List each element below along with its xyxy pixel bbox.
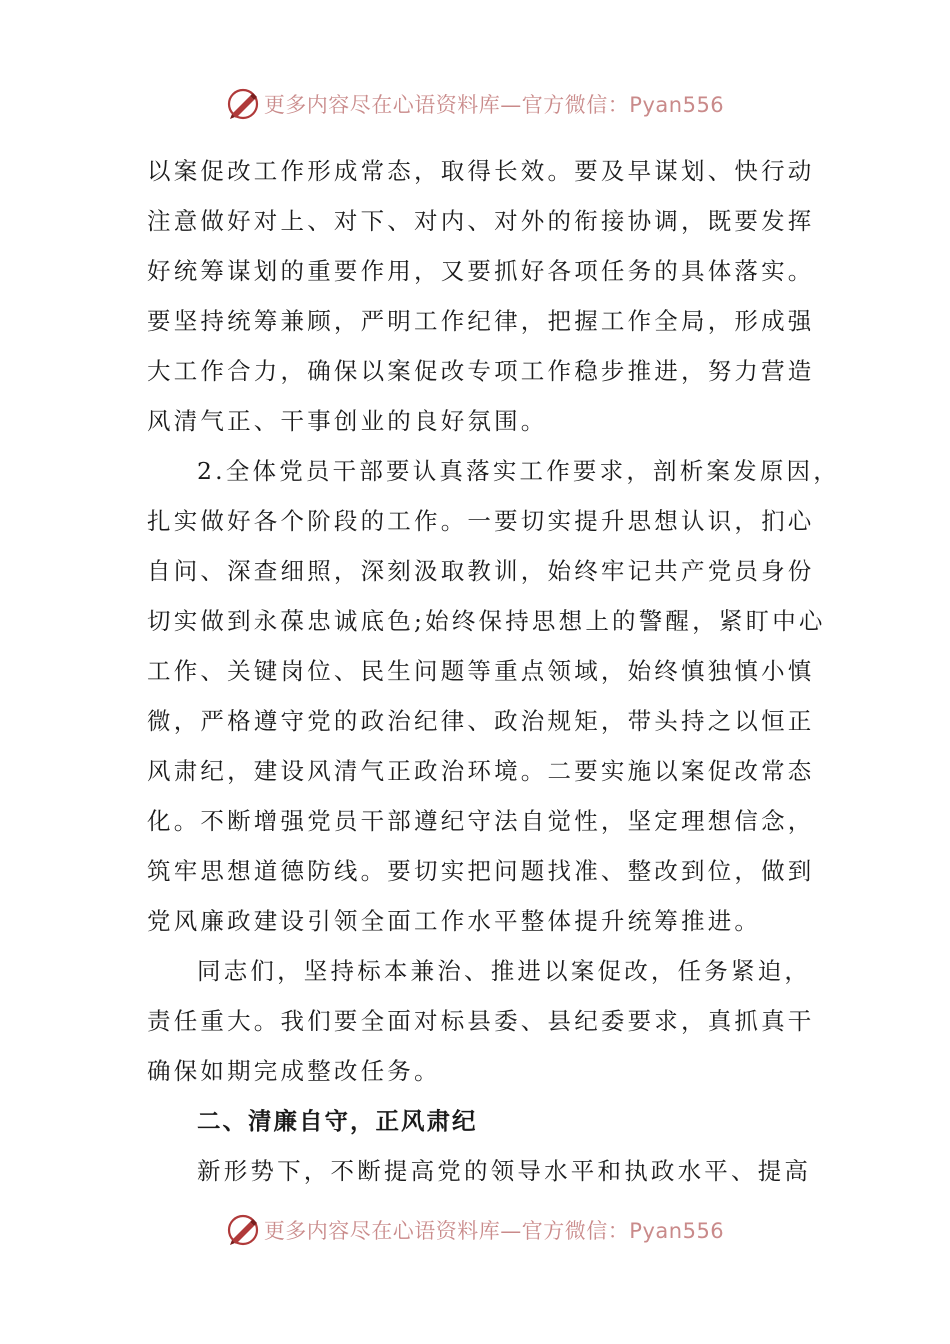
paragraph-start-line: 新形势下，不断提高党的领导水平和执政水平、提高 — [197, 1157, 812, 1185]
paragraph-start-line: 2.全体党员干部要认真落实工作要求，剖析案发原因， — [197, 457, 840, 485]
text-line: 以案促改工作形成常态，取得长效。要及早谋划、快行动 — [147, 157, 815, 185]
footer-watermark-text: 更多内容尽在心语资料库—官方微信：Pyan556 — [263, 1219, 725, 1243]
pen-logo-icon — [226, 1213, 260, 1247]
text-line: 工作、关键岗位、民生问题等重点领域，始终慎独慎小慎 — [147, 657, 815, 685]
text-line: 自问、深查细照，深刻汲取教训，始终牢记共产党员身份 — [147, 557, 815, 585]
text-line: 注意做好对上、对下、对内、对外的衔接协调，既要发挥 — [147, 207, 815, 235]
text-line: 切实做到永葆忠诚底色;始终保持思想上的警醒，紧盯中心 — [147, 607, 826, 635]
text-line: 风肃纪，建设风清气正政治环境。二要实施以案促改常态 — [147, 757, 815, 785]
text-line: 化。不断增强党员干部遵纪守法自觉性，坚定理想信念， — [147, 807, 815, 835]
text-line: 微，严格遵守党的政治纪律、政治规矩，带头持之以恒正 — [147, 707, 815, 735]
text-line: 好统筹谋划的重要作用，又要抓好各项任务的具体落实。 — [147, 257, 815, 285]
text-line: 大工作合力，确保以案促改专项工作稳步推进，努力营造 — [147, 357, 815, 385]
text-line: 筑牢思想道德防线。要切实把问题找准、整改到位，做到 — [147, 857, 815, 885]
paragraph-start-line: 同志们，坚持标本兼治、推进以案促改，任务紧迫， — [197, 957, 812, 985]
pen-logo-icon — [226, 87, 260, 121]
footer-watermark — [0, 1210, 950, 1250]
text-line: 责任重大。我们要全面对标县委、县纪委要求，真抓真干 — [147, 1007, 815, 1035]
header-watermark-text: 更多内容尽在心语资料库—官方微信：Pyan556 — [263, 93, 725, 117]
header-watermark — [0, 84, 950, 124]
text-line: 要坚持统筹兼顾，严明工作纪律，把握工作全局，形成强 — [147, 307, 815, 335]
text-line: 确保如期完成整改任务。 — [147, 1057, 441, 1085]
section-heading: 二、清廉自守，正风肃纪 — [197, 1107, 478, 1135]
document-body — [147, 146, 840, 1196]
text-line: 党风廉政建设引领全面工作水平整体提升统筹推进。 — [147, 907, 762, 935]
text-line: 风清气正、干事创业的良好氛围。 — [147, 407, 548, 435]
text-line: 扎实做好各个阶段的工作。一要切实提升思想认识，扪心 — [147, 507, 815, 535]
